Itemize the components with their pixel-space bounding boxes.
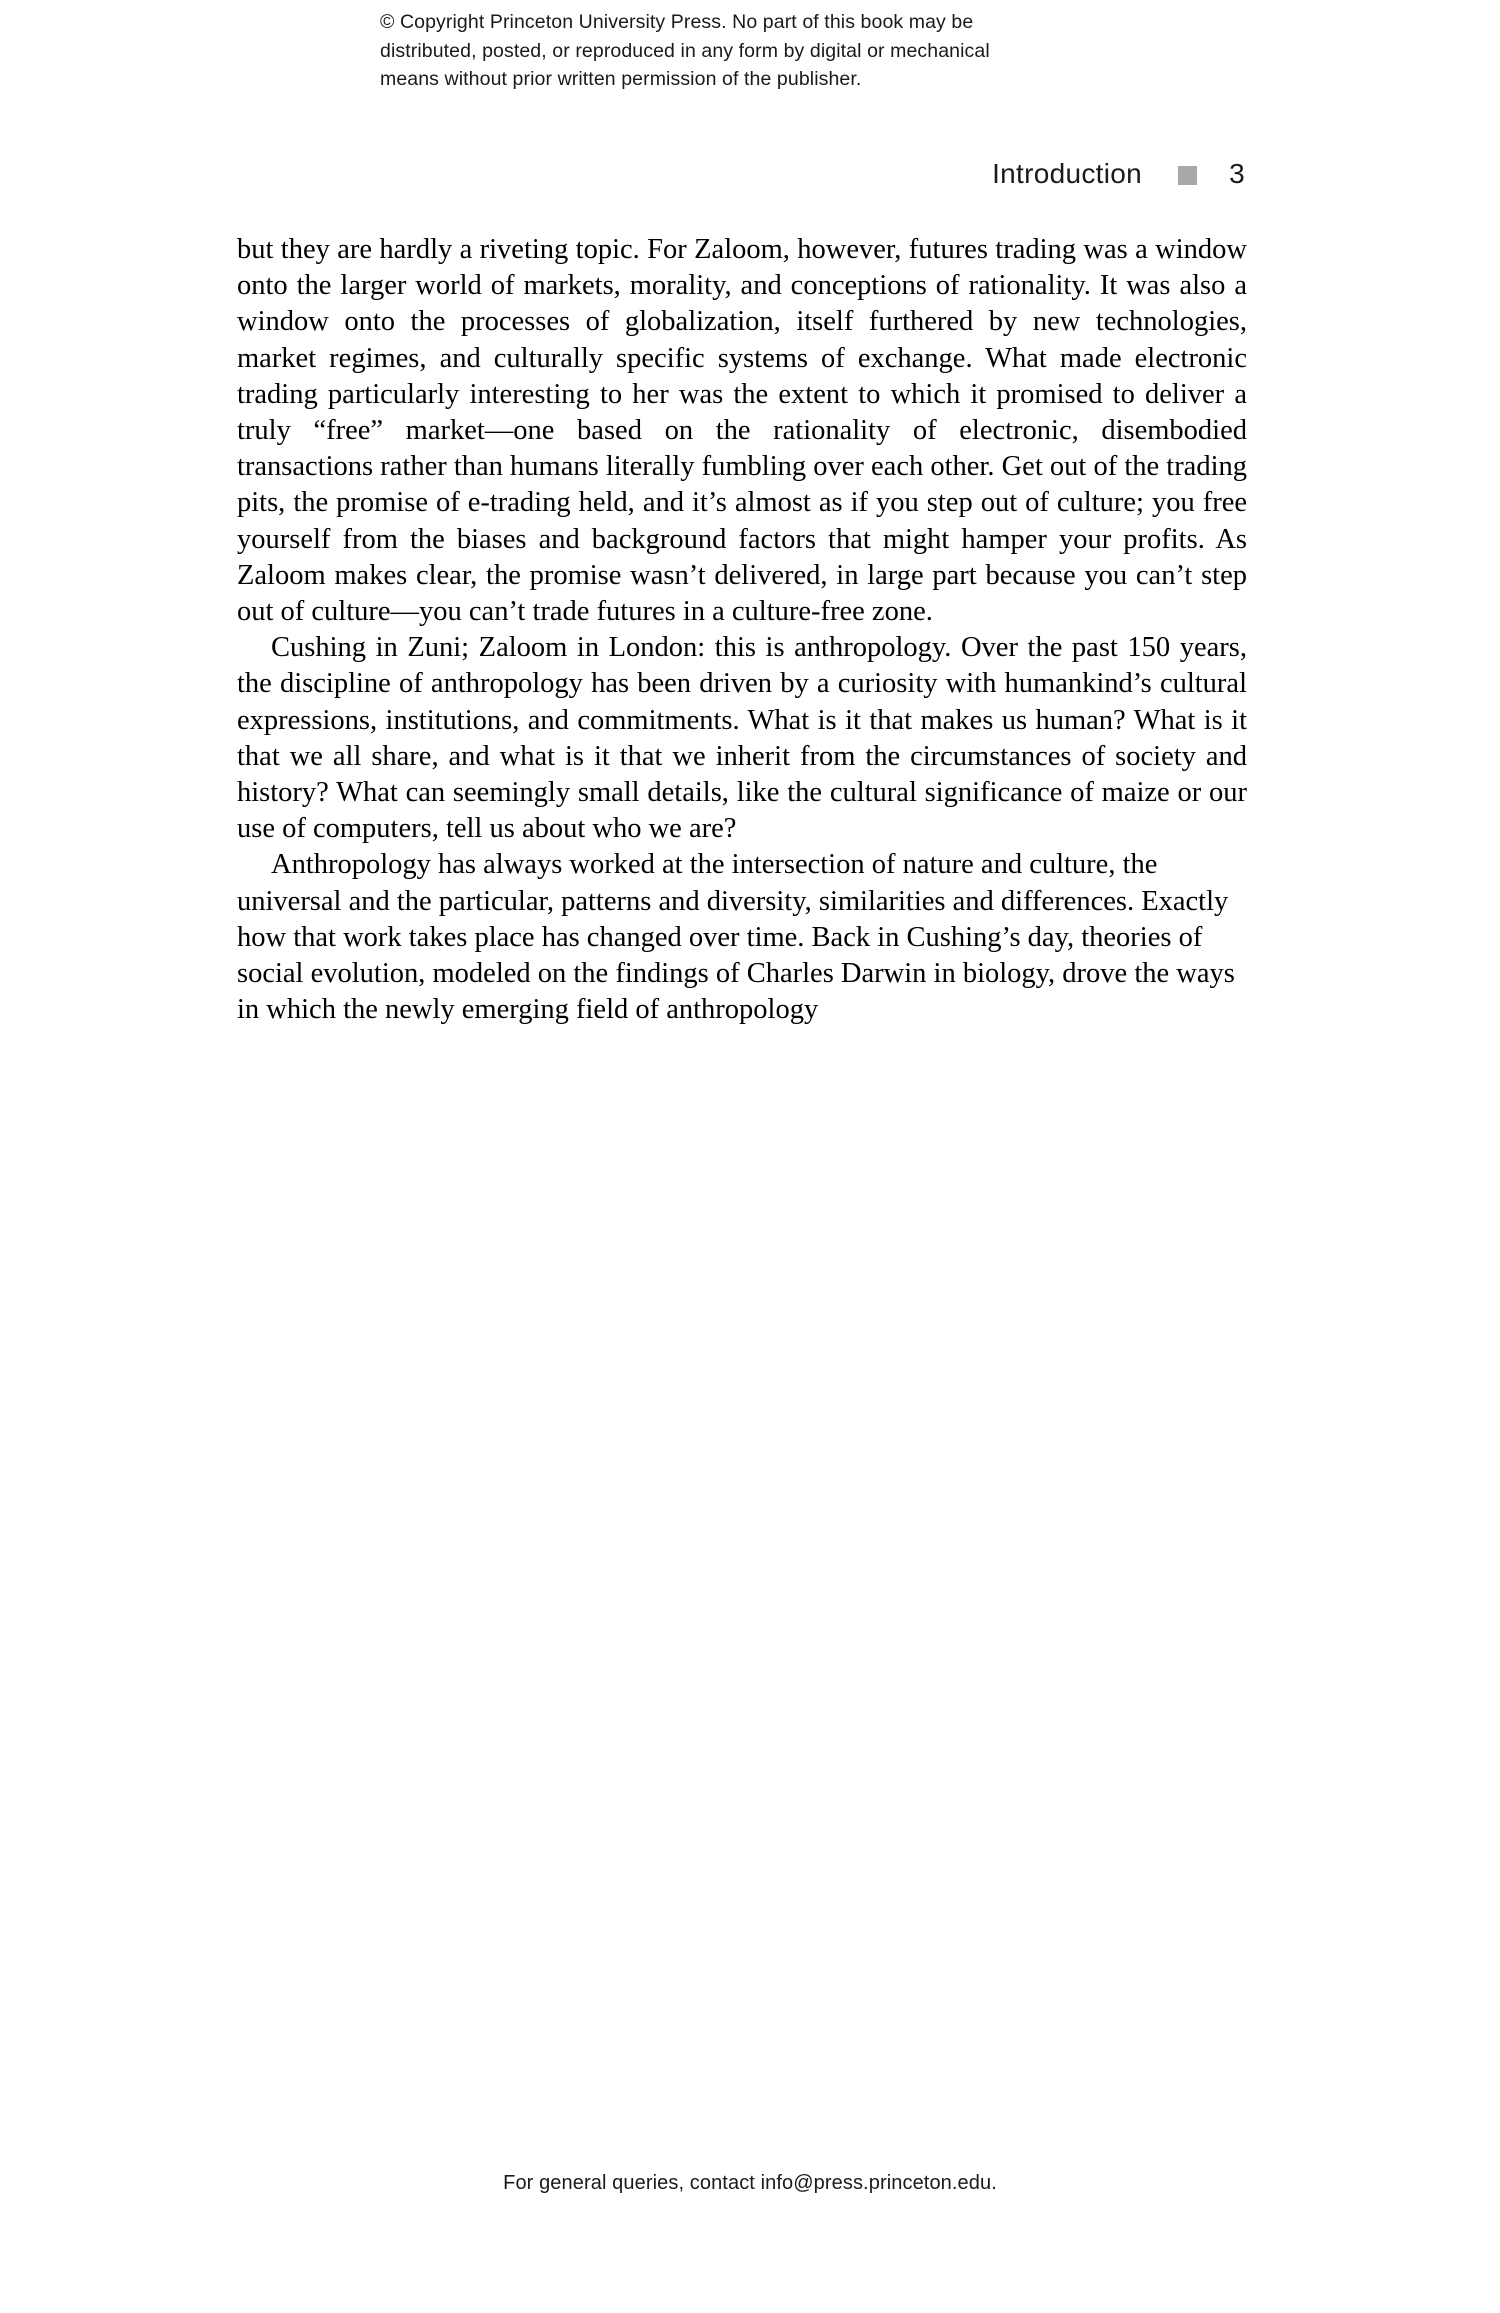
copyright-notice xyxy=(380,8,1040,94)
paragraph-anthropology-intersection: Anthropology has always worked at the intersection of nature and culture, the universal and the particular, patterns and diversity, similarities and differences. Exactly how that work takes place has changed over time. Back in Cushing’s day, theories of social evolution, modeled on the findings of Charles Darwin in biology, drove the ways in which the newly emerging field of anthropology xyxy=(237,849,1235,1026)
body-text-column xyxy=(237,232,1247,1028)
paragraph-zaloom: but they are hardly a riveting topic. For Zaloom, however, futures trading was a window onto the larger world of markets, morality, and conceptions of rationality. It was also a window onto the processes of globalization, itself furthered by new technologies, market regimes, and culturally specific systems of exchange. What made electronic trading particularly interesting to her was the extent to which it promised to deliver a truly “free” market—one based on the rationality of electronic, disembodied transactions rather than humans literally fumbling over each other. Get out of the trading pits, the promise of e-trading held, and it’s almost as if you step out of culture; you free yourself from the biases and background factors that might hamper your profits. As Zaloom makes clear, the promise wasn’t delivered, in large part because you can’t step out of culture—you can’t trade futures in a culture-free zone. xyxy=(237,234,1247,628)
copyright-notice-line-3: means without prior written permission of the publisher. xyxy=(380,68,862,90)
chapter-title: Introduction xyxy=(992,158,1142,189)
running-head xyxy=(237,158,1245,190)
page-number: 3 xyxy=(1229,158,1245,189)
copyright-notice-line-2: distributed, posted, or reproduced in any form by digital or mechanical xyxy=(380,39,990,62)
paragraph-cushing-zuni: Cushing in Zuni; Zaloom in London: this is anthropology. Over the past 150 years, the discipline of anthropology has been driven by a curiosity with humankind’s cultural expressions, institutions, and commitments. What is it that makes us human? What is it that we all share, and what is it that we inherit from the circumstances of society and history? What can seemingly small details, like the cultural significance of maize or our use of computers, tell us about who we are? xyxy=(237,632,1247,845)
footer-queries-note: For general queries, contact info@press.princeton.edu. xyxy=(503,2172,997,2194)
square-ornament-icon xyxy=(1178,166,1197,185)
copyright-notice-line-1: © Copyright Princeton University Press. No part of this book may be xyxy=(380,11,974,33)
